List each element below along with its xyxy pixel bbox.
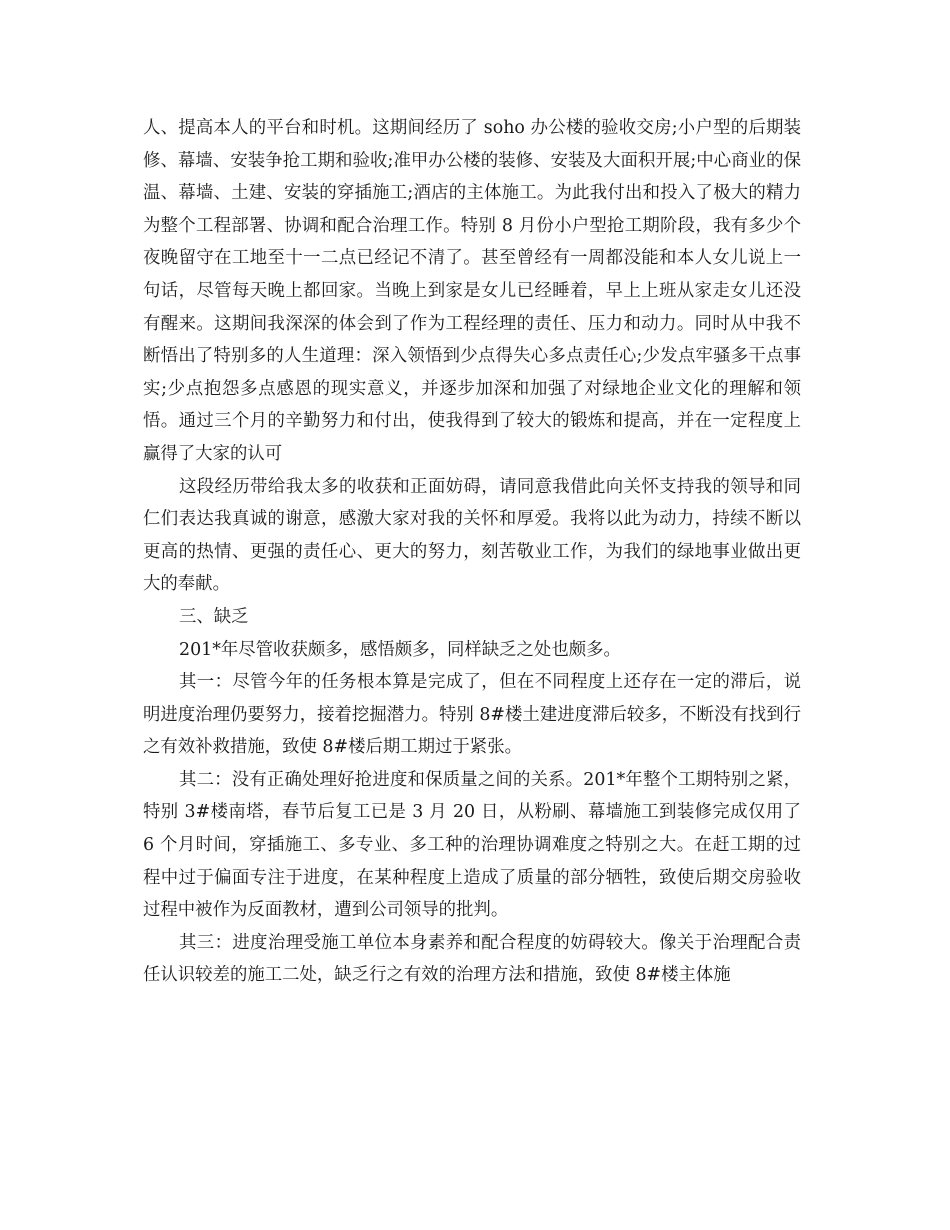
paragraph-point-two: 其二：没有正确处理好抢进度和保质量之间的关系。201*年整个工期特别之紧，特别 3#楼南塔，春节后复工已是 3 月 20 日，从粉刷、幕墙施工到装修完成仅用了 6 个月时间，穿插施工、多专业、多工种的治理协调难度之特别之大。在赶工期的过程中过于偏面专注于进度，在某种程度上造成了质量的部分牺牲，致使后期交房验收过程中被作为反面教材，遭到公司领导的批判。 xyxy=(143,769,801,921)
section-heading-shortcomings: 三、缺乏 xyxy=(179,606,249,627)
paragraph-continued: 人、提高本人的平台和时机。这期间经历了 soho 办公楼的验收交房;小户型的后期装修、幕墙、安装争抢工期和验收;准甲办公楼的装修、安装及大面积开展;中心商业的保温、幕墙、土建、安装的穿插施工;酒店的主体施工。为此我付出和投入了极大的精力为整个工程部署、协调和配合治理工作。特别 8 月份小户型抢工期阶段，我有多少个夜晚留守在工地至十一二点已经记不清了。甚至曾经有一周都没能和本人女儿说上一句话，尽管每天晚上都回家。当晚上到家是女儿已经睡着，早上上班从家走女儿还没有醒来。这期间我深深的体会到了作为工程经理的责任、压力和动力。同时从中我不断悟出了特别多的人生道理：深入领悟到少点得失心多点责任心;少发点牢骚多干点事实;少点抱怨多点感恩的现实意义，并逐步加深和加强了对绿地企业文化的理解和领悟。通过三个月的辛勤努力和付出，使我得到了较大的锻炼和提高，并在一定程度上赢得了大家的认可 xyxy=(143,118,801,464)
paragraph-point-three: 其三：进度治理受施工单位本身素养和配合程度的妨碍较大。像关于治理配合责任认识较差的施工二处，缺乏行之有效的治理方法和措施，致使 8#楼主体施 xyxy=(143,932,801,986)
document-body xyxy=(143,112,801,992)
paragraph-gratitude: 这段经历带给我太多的收获和正面妨碍，请同意我借此向关怀支持我的领导和同仁们表达我真诚的谢意，感激大家对我的关怀和厚爱。我将以此为动力，持续不断以更高的热情、更强的责任心、更大的努力，刻苦敬业工作，为我们的绿地事业做出更大的奉献。 xyxy=(143,476,801,595)
paragraph-shortcomings-intro: 201*年尽管收获颇多，感悟颇多，同样缺乏之处也颇多。 xyxy=(179,639,621,660)
paragraph-point-one: 其一：尽管今年的任务根本算是完成了，但在不同程度上还存在一定的滞后，说明进度治理仍要努力，接着挖掘潜力。特别 8#楼土建进度滞后较多，不断没有找到行之有效补救措施，致使 8#楼后期工期过于紧张。 xyxy=(143,672,801,758)
